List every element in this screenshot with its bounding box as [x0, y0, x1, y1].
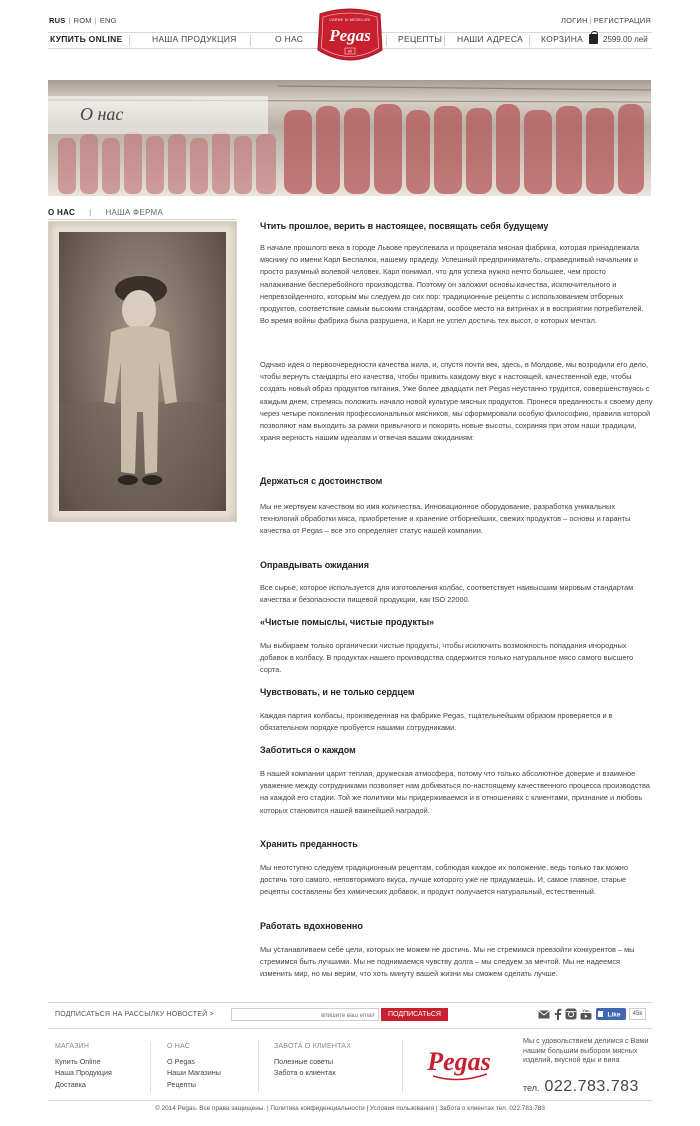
footer-about-title: О НАС	[167, 1043, 191, 1050]
nav-separator	[444, 35, 445, 46]
footer-care-title: ЗАБОТА О КЛИЕНТАХ	[274, 1043, 352, 1050]
article-title: Чтить прошлое, верить в настоящее, посвящать себя будущему	[260, 221, 549, 231]
nav-cart[interactable]: КОРЗИНА	[541, 34, 584, 44]
nav-separator	[529, 35, 530, 46]
newsletter-label: ПОДПИСАТЬСЯ НА РАССЫЛКУ НОВОСТЕЙ >	[55, 1011, 214, 1018]
nav-products[interactable]: НАША ПРОДУКЦИЯ	[152, 34, 237, 44]
footer-tagline: Мы с удовольствием делимся с Вами нашим большим выбором мясных изделий, вкусной еды и вина	[523, 1036, 649, 1064]
nav-separator	[129, 35, 130, 46]
subnav-divider	[48, 219, 236, 220]
mail-icon[interactable]	[538, 1008, 550, 1020]
subnav-about[interactable]: О НАС	[48, 208, 76, 217]
section-heading: Оправдывать ожидания	[260, 560, 369, 570]
nav-addresses[interactable]: НАШИ АДРЕСА	[457, 34, 524, 44]
footer-link-delivery[interactable]: Доставка	[55, 1080, 86, 1089]
footer-column-divider	[150, 1041, 151, 1093]
page-title: О нас	[80, 104, 124, 124]
footer-shop-title: МАГАЗИН	[55, 1043, 90, 1050]
footer-divider	[48, 1100, 652, 1101]
boy-figure-image	[59, 232, 226, 511]
copyright-bar: © 2014 Pegas. Все права защищены. | Политика конфиденциальности | Условия пользования | Забота о клиентах тел. 022.783.783	[155, 1105, 545, 1112]
section-heading: Хранить преданность	[260, 839, 358, 849]
lang-rus[interactable]: RUS	[49, 16, 66, 25]
footer-link-buy-online[interactable]: Купить Online	[55, 1057, 101, 1066]
login-link[interactable]: ЛОГИН	[560, 16, 588, 25]
subnav-farm[interactable]: НАША ФЕРМА	[105, 208, 164, 217]
footer-link-about-pegas[interactable]: О Pegas	[167, 1057, 195, 1066]
footer-logo-wordmark: Pegas	[427, 1047, 491, 1076]
nav-separator	[250, 35, 251, 46]
youtube-icon[interactable]	[580, 1008, 592, 1020]
article-paragraph: Однако идея о первоочередности качества жила, и, спустя почти век, здесь, в Молдове, мы возродили его дело, чтобы вернуть стандарты его качества, чтобы привить каждому вкус к настоящей, качественной еде, чтобы создать новый образ продуктов питания. Уже более двадцати лет Pegas неустанно трудится, совершенствуясь с каждым днем, стремясь положить начало новой культуре мясных продуктов. Пронеся преданность к своему делу через четыре поколения профессиональных мясников, мы сформировали особую философию, правила которой позволяют нам выходить за рамки привычного и покорять новые высоты, сохраняя при этом наши традиции, храня верность нашим идеалам и отвечая вашим ожиданиям:	[260, 360, 653, 443]
subscribe-button[interactable]: ПОДПИСАТЬСЯ	[381, 1008, 448, 1021]
section-text: В нашей компании царит теплая, дружеская атмосфера, потому что только абсолютное доверие и взаимное уважение между сотрудниками позволяет нам добиваться по-настоящему качественного процесса производства на каждой его стадии. Той же политики мы придерживаемся и в отношениях с клиентами, признание и любовь которых становится нашей важнейшей наградой.	[260, 769, 650, 815]
footer-phone-prefix: тел.	[523, 1083, 540, 1093]
footer-link-shops[interactable]: Наши Магазины	[167, 1068, 221, 1077]
footer-link-recipes[interactable]: Рецепты	[167, 1080, 196, 1089]
footer-phone-number[interactable]: 022.783.783	[544, 1078, 639, 1095]
section-text: Мы не жертвуем качеством во имя количества. Инновационное оборудование, разработка уникальных технологий обработки мяса, приобретение и хранение отборнейших, свежих продуктов – основы и гаранты качества от Pegas – все это определяет статус нашей компании.	[260, 502, 631, 536]
logo-wordmark: Pegas	[329, 26, 371, 45]
nav-buy-online[interactable]: КУПИТЬ ONLINE	[50, 34, 123, 44]
lang-rom[interactable]: ROM	[73, 16, 92, 25]
shopping-bag-icon[interactable]	[589, 34, 598, 44]
pegas-logo[interactable]	[312, 6, 388, 66]
section-text: Каждая партия колбасы, произведенная на фабрике Pegas, тщательнейшим образом проверяется и в обязательном порядке пробуется нашими сотрудниками.	[260, 711, 613, 733]
nav-about[interactable]: О НАС	[275, 34, 304, 44]
section-text: Мы неотступно следуем традиционным рецептам, соблюдая каждое их положение, ведь только так можно достичь того самого, неповторимого вкуса, лучше которого уже не придумаешь. И, самое главное, старые рецепты составлены без химических добавок, и продукт получается натуральный, естественный.	[260, 863, 628, 897]
article-paragraph: В начале прошлого века в городе Львове преуспевала и процветала мясная фабрика, которая принадлежала мяснику по имени Карл Беспалюк, нашему прадеду. Успешный предприниматель, справедливый начальник и просто разумный волевой человек, Карл понимал, что для успеха нужно нечто большее, чем просто налаживание бесперебойного производства. Поэтому он заложил основы качества, исключительного и непревзойденного, которым мы следуем до сих пор: традиционные рецепты с использованием отборных продуктов, соответствие самым высоким стандартам, особое место на витринах и в восприятии потребителей. Во время войны фабрика была разрушена, и Карл не успел достичь тех высот, о которых мечтал.	[260, 243, 644, 326]
about-subnav: О НАС | НАША ФЕРМА	[48, 208, 164, 217]
like-count: 45k	[629, 1008, 646, 1020]
section-heading: Работать вдохновенно	[260, 921, 363, 931]
footer-pegas-logo[interactable]	[421, 1034, 497, 1090]
svg-text:You: You	[582, 1008, 590, 1013]
lang-eng[interactable]: ENG	[99, 16, 117, 25]
section-heading: Чувствовать, и не только сердцем	[260, 687, 415, 697]
cart-sum: 2599.00 лей	[603, 35, 648, 44]
facebook-icon[interactable]	[553, 1008, 563, 1020]
footer-column-divider	[258, 1041, 259, 1093]
auth-links: ЛОГИН | РЕГИСТРАЦИЯ	[560, 16, 651, 25]
footer-divider	[48, 1028, 652, 1029]
footer-link-customer-care[interactable]: Забота о клиентах	[274, 1068, 336, 1077]
language-switcher: RUS | ROM | ENG	[49, 16, 117, 25]
logo-number: 92	[347, 48, 353, 54]
section-text: Мы устанавливаем себе цели, которых не можем не достичь. Мы не стремимся превзойти конкурентов – мы стремимся быть лучшими. Мы не поднимаемся чувству долга – мы следуем за мечтой. Мы не надеемся изменить мир, но мы верим, что хоть минуту вашей жизни мы сможем сделать лучше.	[260, 945, 635, 979]
register-link[interactable]: РЕГИСТРАЦИЯ	[593, 16, 651, 25]
section-text: Все сырье, которое используется для изготовления колбас, соответствует наивысшим мировым стандартам качества и безопасности пищевой продукции, как ISO 22000.	[260, 583, 634, 605]
footer-divider	[48, 1002, 652, 1003]
logo-tagline: CARNE ȘI MEZELURI	[329, 18, 371, 22]
section-heading: Заботиться о каждом	[260, 745, 356, 755]
like-label: Like	[607, 1011, 621, 1019]
vintage-photo-frame	[48, 221, 237, 522]
about-banner	[48, 80, 651, 196]
facebook-like-button[interactable]	[596, 1008, 626, 1020]
footer-column-divider	[402, 1041, 403, 1093]
vintage-photo	[59, 232, 226, 511]
section-heading: «Чистые помыслы, чистые продукты»	[260, 617, 435, 627]
section-heading: Держаться с достоинством	[260, 476, 383, 486]
nav-recipes[interactable]: РЕЦЕПТЫ	[398, 34, 443, 44]
section-text: Мы выбираем только органически чистые продукты, чтобы исключить возможность попадания инородных добавок в колбасу. В продуктах нашего производства содержится только натуральное мясо самого высшего сорта.	[260, 641, 634, 675]
newsletter-email-input[interactable]	[231, 1008, 379, 1021]
footer-phone	[523, 1078, 639, 1096]
footer-link-products[interactable]: Наша Продукция	[55, 1068, 112, 1077]
footer-link-tips[interactable]: Полезные советы	[274, 1057, 334, 1066]
instagram-icon[interactable]	[565, 1008, 577, 1020]
